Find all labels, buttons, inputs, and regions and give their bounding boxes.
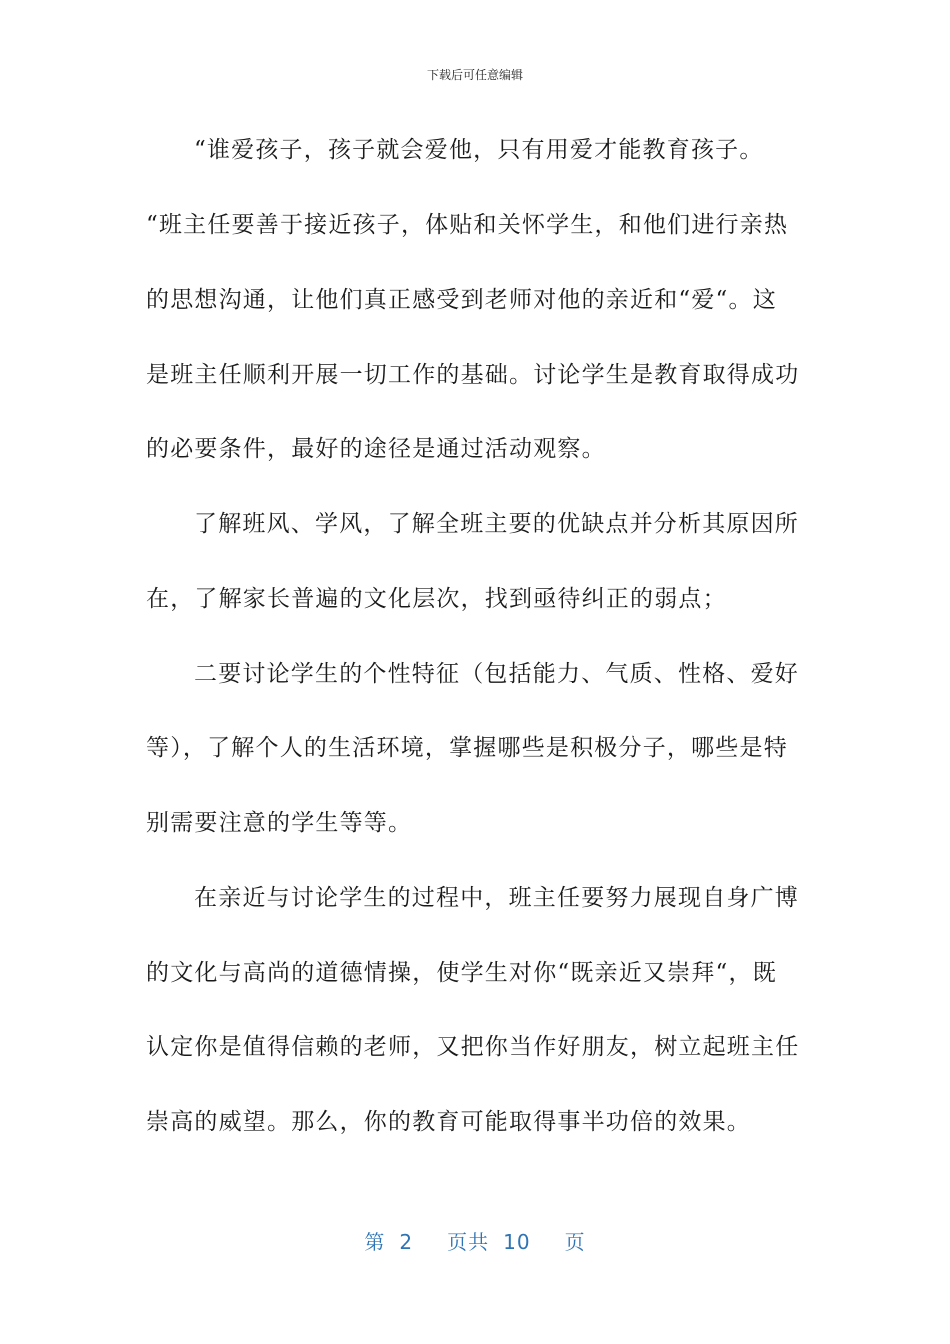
text-line-7: 在，了解家长普遍的文化层次，找到亟待纠正的弱点；: [146, 586, 727, 612]
text-line-13: 认定你是值得信赖的老师，又把你当作好朋友，树立起班主任: [146, 1034, 800, 1060]
text-line-11: 在亲近与讨论学生的过程中，班主任要努力展现自身广博: [194, 885, 799, 911]
text-line-12: 的文化与高尚的道德情操，使学生对你“既亲近又崇拜“，既: [146, 960, 777, 986]
header-note: 下载后可任意编辑: [426, 68, 523, 82]
footer-suffix: 页: [564, 1230, 586, 1254]
footer-current-page: 2: [399, 1230, 414, 1254]
page-footer: [0, 1226, 950, 1255]
footer-total-pages: 10: [503, 1230, 531, 1254]
text-line-9: 等），了解个人的生活环境，掌握哪些是积极分子，哪些是特: [146, 735, 788, 761]
text-line-10: 别需要注意的学生等等。: [146, 810, 413, 836]
text-line-8: 二要讨论学生的个性特征（包括能力、气质、性格、爱好: [194, 661, 799, 687]
text-line-4: 是班主任顺利开展一切工作的基础。讨论学生是教育取得成功: [146, 362, 800, 388]
text-line-1: “谁爱孩子，孩子就会爱他，只有用爱才能教育孩子。: [194, 137, 764, 163]
text-line-3: 的思想沟通，让他们真正感受到老师对他的亲近和“爱“。这: [146, 287, 777, 313]
text-line-14: 崇高的威望。那么，你的教育可能取得事半功倍的效果。: [146, 1109, 751, 1135]
footer-middle: 页共: [447, 1230, 490, 1254]
footer-prefix: 第: [364, 1230, 386, 1254]
text-line-5: 的必要条件，最好的途径是通过活动观察。: [146, 436, 606, 462]
text-line-2: “班主任要善于接近孩子，体贴和关怀学生，和他们进行亲热: [146, 212, 789, 238]
text-line-6: 了解班风、学风，了解全班主要的优缺点并分析其原因所: [194, 511, 799, 537]
